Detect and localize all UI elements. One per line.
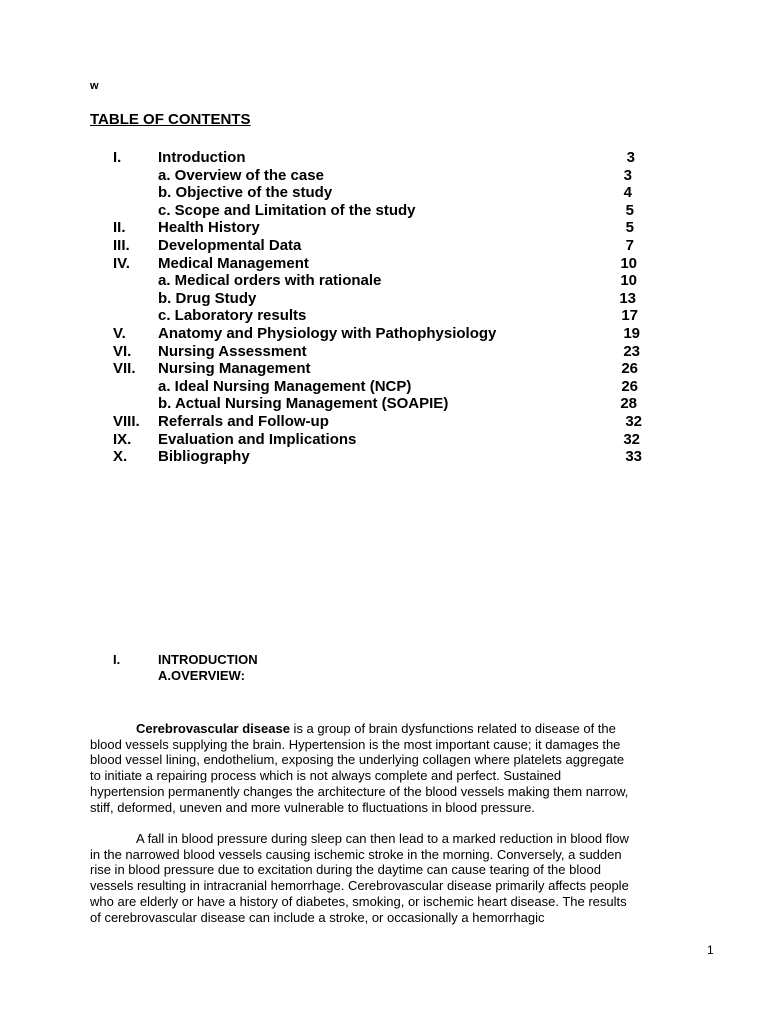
paragraph-line: Cerebrovascular disease is a group of brain dysfunctions related to disease of the bbox=[136, 721, 616, 736]
toc-entry bbox=[0, 219, 768, 237]
toc-entry-page: 5 bbox=[625, 201, 634, 219]
toc-entry-page: 17 bbox=[621, 307, 638, 325]
toc-entry-label: Nursing Assessment bbox=[158, 342, 307, 360]
toc-entry bbox=[0, 237, 768, 255]
page-number: 1 bbox=[707, 943, 714, 957]
toc-entry-page: 26 bbox=[621, 360, 638, 378]
toc-entry bbox=[0, 431, 768, 449]
paragraph-line: who are elderly or have a history of diabetes, smoking, or ischemic heart disease. The results bbox=[90, 893, 627, 909]
toc-entry-page: 33 bbox=[625, 448, 642, 466]
paragraph-line: to initiate a repairing process which is not always complete and perfect. Sustained bbox=[90, 768, 562, 784]
toc-entry-number: I. bbox=[113, 149, 122, 166]
toc-entry-label: a. Ideal Nursing Management (NCP) bbox=[158, 377, 412, 395]
toc-entry-page: 13 bbox=[619, 289, 636, 307]
toc-entry-number: III. bbox=[113, 237, 130, 254]
toc-entry-number: VI. bbox=[113, 342, 132, 360]
toc-entry bbox=[0, 395, 768, 413]
toc-entry bbox=[0, 149, 768, 167]
toc-entry bbox=[0, 378, 768, 396]
toc-entry-number: X. bbox=[113, 448, 128, 466]
toc-entry-number: VII. bbox=[113, 360, 136, 378]
toc-entry-label: b. Objective of the study bbox=[158, 184, 333, 202]
toc-entry-label: Developmental Data bbox=[158, 237, 302, 254]
toc-entry-label: Introduction bbox=[158, 149, 246, 166]
bold-term: Cerebrovascular disease bbox=[136, 721, 290, 736]
paragraph-2 bbox=[90, 831, 730, 925]
toc-entry-page: 3 bbox=[626, 149, 635, 166]
toc-entry-label: b. Actual Nursing Management (SOAPIE) bbox=[158, 395, 449, 413]
toc-entry-number: II. bbox=[113, 219, 126, 237]
toc-entry bbox=[0, 307, 768, 325]
toc-entry-page: 23 bbox=[623, 342, 640, 360]
toc-entry-label: Nursing Management bbox=[158, 360, 311, 378]
toc-entry-number: V. bbox=[113, 325, 126, 342]
toc-title: TABLE OF CONTENTS bbox=[90, 111, 251, 128]
toc-entry-page: 7 bbox=[625, 237, 634, 254]
toc-entry bbox=[0, 184, 768, 202]
toc-entry bbox=[0, 413, 768, 431]
toc-entry-number: IV. bbox=[113, 254, 130, 272]
toc-entry-label: a. Overview of the case bbox=[158, 166, 324, 184]
paragraph-line: of cerebrovascular disease can include a stroke, or occasionally a hemorrhagic bbox=[90, 909, 545, 925]
paragraph-1 bbox=[90, 721, 730, 815]
toc-entry-label: Bibliography bbox=[158, 448, 250, 466]
toc-entry-page: 32 bbox=[623, 430, 640, 448]
toc-entry-page: 32 bbox=[625, 413, 642, 430]
toc-entry-page: 3 bbox=[623, 166, 632, 184]
toc-entry bbox=[0, 202, 768, 220]
toc-entry-label: c. Scope and Limitation of the study bbox=[158, 201, 416, 219]
toc-entry-page: 10 bbox=[620, 272, 637, 290]
toc-entry-page: 10 bbox=[620, 254, 637, 272]
toc-entry bbox=[0, 272, 768, 290]
paragraph-line: vessels resulting in intracranial hemorrhage. Cerebrovascular disease primarily affects people bbox=[90, 878, 629, 894]
section-subtitle: A.OVERVIEW: bbox=[158, 668, 245, 683]
toc-entry bbox=[0, 167, 768, 185]
section-title: INTRODUCTION bbox=[158, 652, 258, 667]
paragraph-line: stiff, deformed, uneven and more vulnerable to fluctuations in blood pressure. bbox=[90, 799, 535, 815]
toc-entry-label: b. Drug Study bbox=[158, 289, 257, 307]
toc-entry bbox=[0, 360, 768, 378]
toc-entry-label: c. Laboratory results bbox=[158, 307, 307, 325]
toc-entry-number: IX. bbox=[113, 430, 132, 448]
toc-entry-page: 26 bbox=[621, 377, 638, 395]
toc-entry-label: a. Medical orders with rationale bbox=[158, 272, 382, 290]
paragraph-line: in the narrowed blood vessels causing ischemic stroke in the morning. Conversely, a sudden bbox=[90, 846, 622, 862]
toc-entry-label: Referrals and Follow-up bbox=[158, 413, 329, 430]
paragraph-line: blood vessel lining, endothelium, exposing the underlying collagen where platelets aggregate bbox=[90, 752, 625, 768]
toc-entry-page: 28 bbox=[620, 395, 637, 413]
toc-entry-label: Anatomy and Physiology with Pathophysiology bbox=[158, 325, 497, 342]
toc-entry-page: 4 bbox=[623, 184, 632, 202]
paragraph-line: rise in blood pressure due to excitation during the daytime can cause tearing of the blood bbox=[90, 862, 601, 878]
paragraph-line: hypertension permanently changes the architecture of the blood vessels making them narrow, bbox=[90, 783, 629, 799]
corner-mark: w bbox=[90, 80, 99, 92]
paragraph-line: blood vessels supplying the brain. Hypertension is the most important cause; it damages the bbox=[90, 736, 621, 752]
toc-entry-label: Medical Management bbox=[158, 254, 309, 272]
toc-entry bbox=[0, 343, 768, 361]
toc-entry bbox=[0, 255, 768, 273]
toc-entry-label: Health History bbox=[158, 219, 260, 237]
toc-entry-page: 5 bbox=[625, 219, 634, 237]
toc-entry bbox=[0, 448, 768, 466]
toc-entry-number: VIII. bbox=[113, 413, 140, 430]
section-number: I. bbox=[113, 652, 121, 667]
toc-entry-label: Evaluation and Implications bbox=[158, 430, 357, 448]
toc-entry bbox=[0, 290, 768, 308]
toc-entry bbox=[0, 325, 768, 343]
paragraph-line: A fall in blood pressure during sleep can then lead to a marked reduction in blood flow bbox=[136, 831, 629, 846]
toc-entry-page: 19 bbox=[623, 325, 640, 342]
